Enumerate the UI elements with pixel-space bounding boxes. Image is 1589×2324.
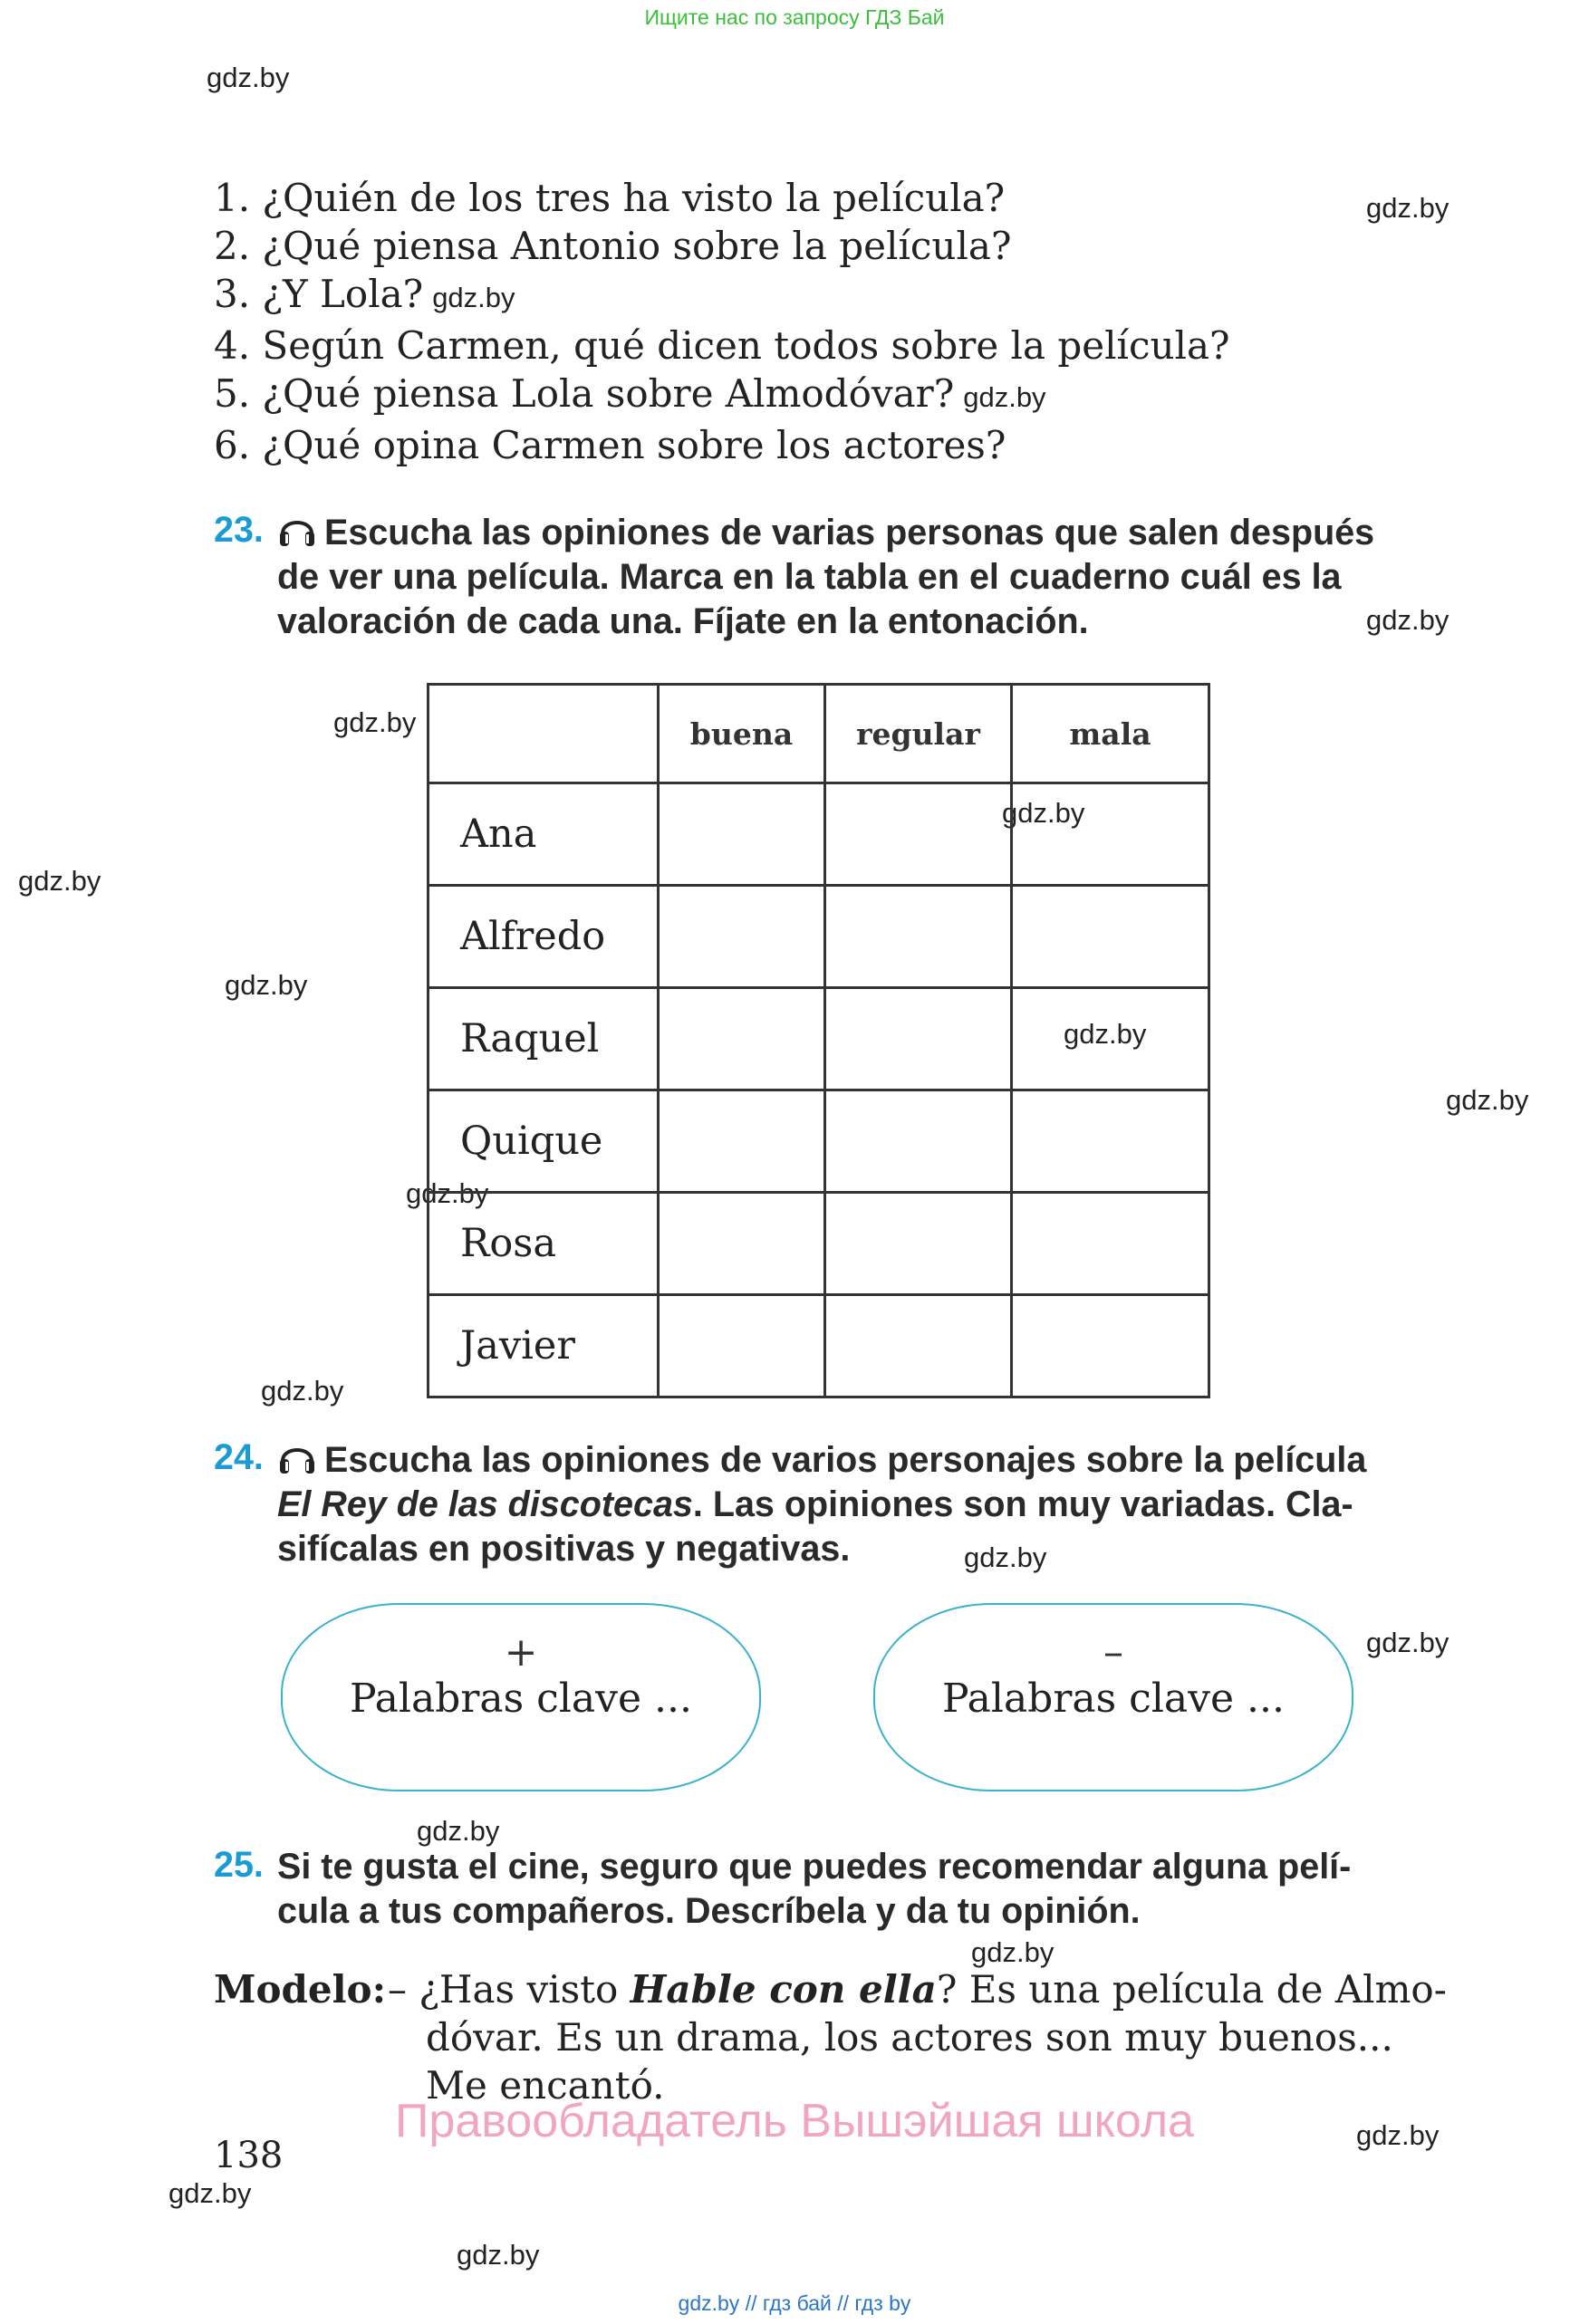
question-item: 5. ¿Qué piensa Lola sobre Almodóvar? gdz.by <box>214 371 1046 416</box>
watermark: gdz.by <box>207 62 290 93</box>
cell-regular <box>825 988 1012 1090</box>
cell-mala <box>1012 783 1209 886</box>
cell-regular <box>825 1295 1012 1397</box>
table-header-cell: mala <box>1012 685 1209 783</box>
cell-buena <box>659 1090 825 1193</box>
model-label: Modelo: <box>214 1967 387 2012</box>
table-row <box>429 1193 1209 1295</box>
question-item: 3. ¿Y Lola? gdz.by <box>214 272 515 316</box>
row-name: Quique <box>429 1090 659 1193</box>
watermark: gdz.by <box>964 1541 1047 1573</box>
table-row <box>429 886 1209 988</box>
cell-buena <box>659 783 825 886</box>
exercise-24-instruction: Escucha las opiniones de varios personajes sobre la película El Rey de las discotecas. Las opiniones son muy variadas. Cla- sifícalas en positivas y negativas. <box>277 1437 1455 1571</box>
watermark: gdz.by <box>432 282 515 313</box>
cell-buena <box>659 1193 825 1295</box>
copyright-notice: Правообладатель Вышэйшая школа <box>395 2095 1194 2147</box>
watermark: gdz.by <box>1446 1084 1529 1116</box>
cell-buena <box>659 988 825 1090</box>
question-item: 2. ¿Qué piensa Antonio sobre la película? <box>214 224 1012 268</box>
table-header-row <box>429 685 1209 783</box>
watermark: gdz.by <box>1366 192 1449 224</box>
watermark: gdz.by <box>1356 2119 1440 2151</box>
row-name: Alfredo <box>429 886 659 988</box>
watermark: gdz.by <box>169 2177 252 2209</box>
cell-regular <box>825 783 1012 886</box>
footer-links[interactable]: gdz.by // гдз бай // гдз by <box>678 2291 911 2315</box>
cell-mala <box>1012 1295 1209 1397</box>
cell-mala <box>1012 886 1209 988</box>
negative-keywords-box <box>873 1603 1353 1791</box>
table-header-cell <box>429 685 659 783</box>
table-row <box>429 1090 1209 1193</box>
exercise-23-instruction: Escucha las opiniones de varias personas que salen después de ver una película. Marca en la tabla en el cuaderno cuál es la valoración de cada una. Fíjate en la entonación. <box>277 510 1455 644</box>
table-row <box>429 783 1209 886</box>
cell-buena <box>659 1295 825 1397</box>
model-text: – ¿Has visto Hable con ella? Es una película de Almo- dóvar. Es un drama, los actores son muy buenos... Me encantó. <box>388 1967 1447 2108</box>
keywords-label: Palabras clave ... <box>942 1676 1285 1722</box>
exercise-number: 25. <box>214 1845 264 1885</box>
keywords-label: Palabras clave ... <box>350 1676 692 1722</box>
cell-regular <box>825 886 1012 988</box>
question-item: 1. ¿Quién de los tres ha visto la película? <box>214 176 1006 220</box>
watermark: gdz.by <box>18 865 101 897</box>
positive-keywords-box <box>281 1603 761 1791</box>
question-list <box>214 174 1230 469</box>
cell-buena <box>659 886 825 988</box>
top-banner: Ищите нас по запросу ГДЗ Бай <box>644 5 945 29</box>
film-title: El Rey de las discotecas <box>277 1484 693 1524</box>
watermark: gdz.by <box>457 2239 540 2271</box>
watermark: gdz.by <box>1002 797 1085 829</box>
watermark: gdz.by <box>1366 604 1449 636</box>
table-header-cell: buena <box>659 685 825 783</box>
cell-mala <box>1012 1090 1209 1193</box>
watermark: gdz.by <box>963 381 1046 413</box>
headphones-icon <box>277 510 317 550</box>
watermark: gdz.by <box>417 1815 500 1847</box>
row-name: Rosa <box>429 1193 659 1295</box>
cell-mala <box>1012 988 1209 1090</box>
exercise-number: 23. <box>214 510 264 550</box>
headphones-icon <box>277 1437 317 1477</box>
minus-sign: – <box>1103 1629 1123 1676</box>
evaluation-table <box>427 683 1210 1398</box>
table-row <box>429 1295 1209 1397</box>
plus-sign: + <box>504 1629 538 1676</box>
table-row <box>429 988 1209 1090</box>
watermark: gdz.by <box>971 1936 1055 1968</box>
question-item: 4. Según Carmen, qué dicen todos sobre la película? <box>214 323 1230 368</box>
cell-regular <box>825 1090 1012 1193</box>
film-title: Hable con ella <box>630 1967 937 2012</box>
watermark: gdz.by <box>333 706 417 738</box>
row-name: Raquel <box>429 988 659 1090</box>
table-header-cell: regular <box>825 685 1012 783</box>
watermark: gdz.by <box>225 969 308 1001</box>
row-name: Ana <box>429 783 659 886</box>
cell-mala <box>1012 1193 1209 1295</box>
exercise-25-instruction: Si te gusta el cine, seguro que puedes recomendar alguna pelí- cula a tus compañeros. Descríbela y da tu opinión. <box>277 1847 1352 1931</box>
exercise-number: 24. <box>214 1437 264 1477</box>
cell-regular <box>825 1193 1012 1295</box>
row-name: Javier <box>429 1295 659 1397</box>
watermark: gdz.by <box>1064 1018 1147 1050</box>
watermark: gdz.by <box>1366 1627 1449 1658</box>
page-number: 138 <box>214 2135 284 2176</box>
question-item: 6. ¿Qué opina Carmen sobre los actores? <box>214 423 1006 467</box>
watermark: gdz.by <box>406 1177 489 1209</box>
watermark: gdz.by <box>261 1375 344 1407</box>
